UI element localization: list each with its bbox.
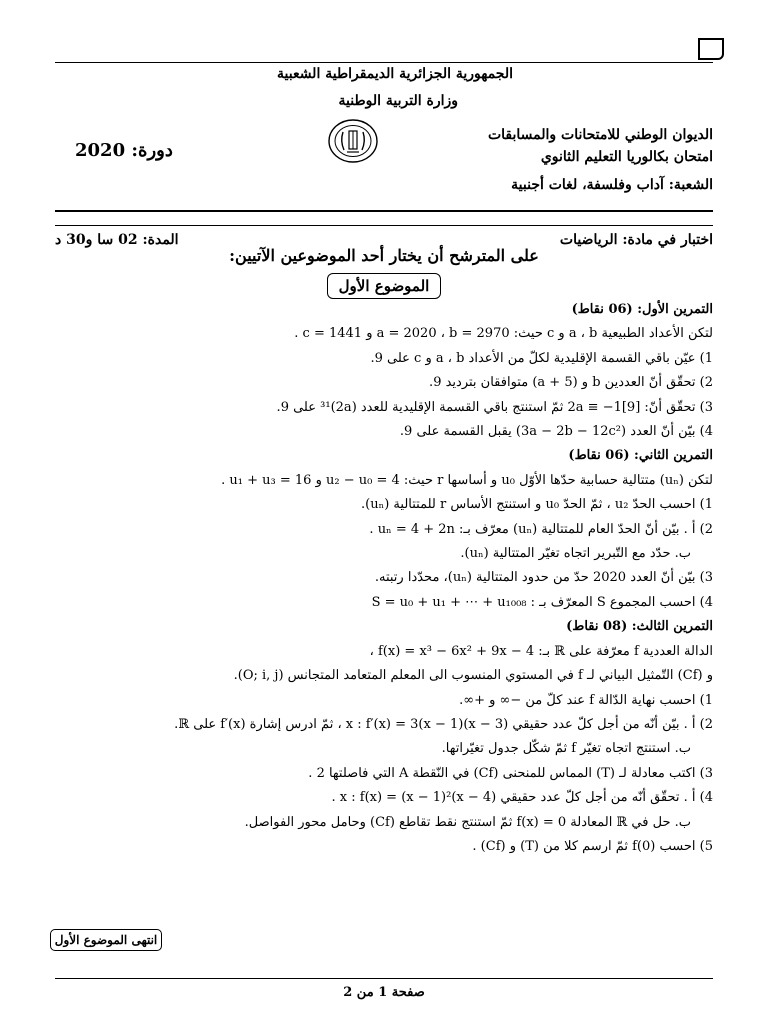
footer-rule: [55, 978, 713, 979]
exercise-line: لتكن (uₙ) متتالية حسابية حدّها الأوّل u₀ و أساسها r حيث: u₂ − u₀ = 4 و u₁ + u₃ = 16 .: [221, 472, 713, 488]
ministry-seal-icon: [327, 118, 379, 164]
exercise-line: ب. حدّد مع التّبرير اتجاه تغيّر المتتالية (uₙ).: [460, 546, 691, 562]
exercise-line: 2) تحقّق أنّ العددين b و (a + 5) متوافقان بترديد 9.: [429, 375, 713, 391]
exercise-line: الدالة العددية f معرّفة على ℝ بـ: f(x) = x³ − 6x² + 9x − 4 ،: [369, 643, 713, 659]
page-number: صفحة 1 من 2: [343, 985, 425, 1000]
exercise-line: لتكن الأعداد الطبيعية a ، b و c حيث: a = 2020 ، b = 2970 و c = 1441 .: [294, 326, 713, 342]
exam-name: امتحان بكالوريا التعليم الثانوي: [540, 149, 713, 165]
exercise-line: ب. حل في ℝ المعادلة f(x) = 0 ثمّ استنتج نقط تقاطع (Cf) وحامل محور الفواصل.: [244, 814, 691, 830]
exercise-line: و (Cf) التّمثيل البياني لـ f في المستوي المنسوب الى المعلم المتعامد المتجانس (O; i, j).: [233, 668, 713, 684]
exercise-line: ب. استنتج اتجاه تغيّر f ثمّ شكّل جدول تغيّراتها.: [441, 741, 691, 757]
top-rule: [55, 62, 713, 63]
session-year: دورة: 2020: [75, 140, 173, 161]
stream-name: الشعبة: آداب وفلسفة، لغات أجنبية: [511, 177, 713, 193]
exercise-line: 2) أ . بيّن أنّه من أجل كلّ عدد حقيقي x : f′(x) = 3(x − 1)(x − 3) ، ثمّ ادرس إشارة f′(x) على ℝ.: [174, 716, 713, 732]
header-rule: [55, 210, 713, 212]
exercise-line: 4) بيّن أنّ العدد (3a − 2b − 12c²) يقبل القسمة على 9.: [399, 424, 713, 440]
exercise-line: 3) تحقّق أنّ: 2a ≡ −1[9] ثمّ استنتج باقي القسمة الإقليدية للعدد (2a)³¹ على 9.: [276, 399, 713, 415]
instruction: على المترشح أن يختار أحد الموضوعين الآتيين:: [229, 246, 539, 265]
exercise-line: 2) أ . بيّن أنّ الحدّ العام للمتتالية (uₙ) معرّف بـ: uₙ = 4 + 2n .: [369, 521, 713, 537]
exercise-content: [42, 298, 713, 859]
exercise-line: 4) احسب المجموع S المعرّف بـ : S = u₀ + u₁ + ⋯ + u₁₀₀₈: [371, 594, 713, 610]
ministry-title: وزارة التربية الوطنية: [338, 93, 458, 109]
exam-duration: المدة: 02 سا و30 د: [55, 232, 179, 248]
exercise-heading: التمرين الثالث: (08 نقاط): [566, 619, 713, 635]
exercise-line: 3) بيّن أنّ العدد 2020 حدّ من حدود المتتالية (uₙ)، محدّدا رتبته.: [374, 570, 713, 586]
exercise-heading: التمرين الأول: (06 نقاط): [571, 302, 713, 317]
corner-mark-icon: [698, 38, 724, 60]
end-of-topic-marker: انتهى الموضوع الأول: [50, 929, 162, 951]
subject-rule: [55, 225, 713, 226]
exercise-line: 1) احسب الحدّ u₂ ، ثمّ الحدّ u₀ و استنتج الأساس r للمتتالية (uₙ).: [361, 497, 713, 513]
republic-title: الجمهورية الجزائرية الديمقراطية الشعبية: [276, 66, 513, 82]
topic-title: الموضوع الأول: [327, 273, 441, 299]
exercise-line: 4) أ . تحقّق أنّه من أجل كلّ عدد حقيقي x : f(x) = (x − 1)²(x − 4) .: [331, 790, 713, 806]
office-block: [488, 124, 713, 196]
exercise-line: 5) احسب f(0) ثمّ ارسم كلا من (T) و (Cf) .: [472, 838, 713, 854]
exercise-line: 1) عيّن باقي القسمة الإقليدية لكلّ من الأعداد a ، b و c على 9.: [370, 350, 713, 366]
exercise-heading: التمرين الثاني: (06 نقاط): [568, 448, 713, 464]
subject-name: اختبار في مادة: الرياضيات: [559, 232, 713, 248]
exercise-line: 1) احسب نهاية الدّالة f عند كلّ من −∞ و +∞.: [459, 692, 713, 708]
office-name: الديوان الوطني للامتحانات والمسابقات: [487, 127, 713, 143]
exercise-line: 3) اكتب معادلة لـ (T) المماس للمنحنى (Cf) في النّقطة A التي فاصلتها 2 .: [308, 765, 713, 781]
